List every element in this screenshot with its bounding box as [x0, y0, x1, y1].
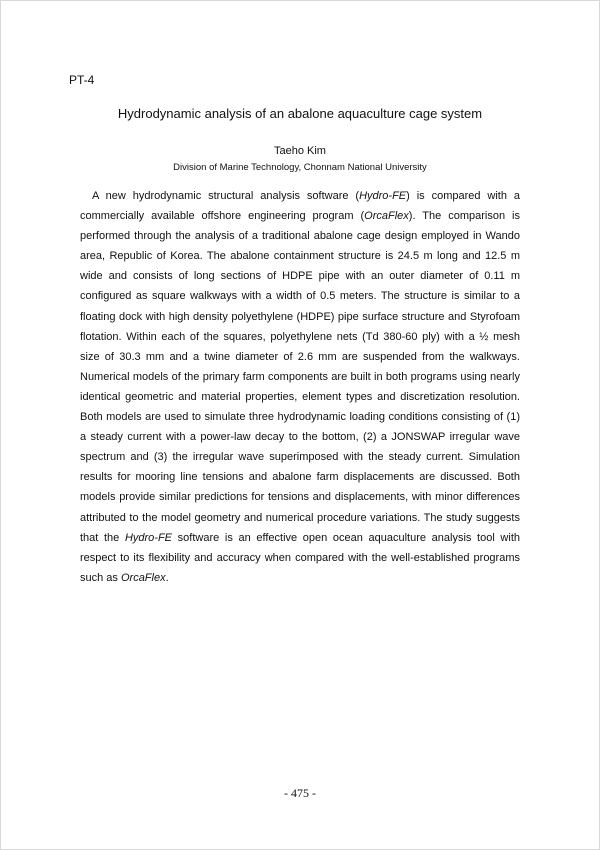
page-number: - 475 -	[284, 786, 316, 800]
abstract-text: ). The comparison is performed through the analysis of a traditional abalone cage design employed in Wando area, Republic of Korea. The abalone containment structure is 24.5 m long and 12.5 m wide and consists of long sections of HDPE pipe with an outer diameter of 0.11 m configured as square walkways with a width of 0.5 meters. The structure is similar to a floating dock with high density polyethylene (HDPE) pipe surface structure and Styrofoam flotation. Within each of the squares, polyethylene nets (Td 380-60 ply) with a ½ mesh size of 30.3 mm and a twine diameter of 2.6 mm are suspended from the walkways. Numerical models of the primary farm components are built in both programs using nearly identical geometric and material properties, element types and discretization resolution. Both models are used to simulate three hydrodynamic loading conditions consisting of (1) a steady current with a power-law decay to the bottom, (2) a JONSWAP irregular wave spectrum and (3) the irregular wave superimposed with the steady current. Simulation results for mooring line tensions and abalone farm displacements are discussed. Both models provide similar predictions for tensions and displacements, with minor differences attributed to the model geometry and numerical procedure variations. The study suggests that the	[80, 210, 520, 544]
abstract-text: ) is compared with a commercially available offshore engineering program (	[80, 190, 520, 223]
software-name-hydro-fe: Hydro-FE	[359, 190, 407, 202]
author-affiliation: Division of Marine Technology, Chonnam National University	[173, 162, 427, 173]
author-name: Taeho Kim	[274, 145, 326, 157]
abstract-text: A new hydrodynamic structural analysis software (	[92, 190, 360, 202]
software-name-orcaflex: OrcaFlex	[364, 210, 409, 223]
abstract-text: .	[165, 571, 169, 584]
abstract-text: software is an effective open ocean aquaculture analysis tool with respect to its flexibility and accuracy when compared with the well-established programs such as	[80, 531, 520, 584]
abstract-paragraph	[80, 186, 520, 588]
paper-title: Hydrodynamic analysis of an abalone aquaculture cage system	[117, 106, 483, 121]
session-code: PT-4	[69, 73, 95, 87]
software-name-orcaflex: OrcaFlex	[120, 571, 166, 584]
software-name-hydro-fe: Hydro-FE	[124, 531, 173, 544]
